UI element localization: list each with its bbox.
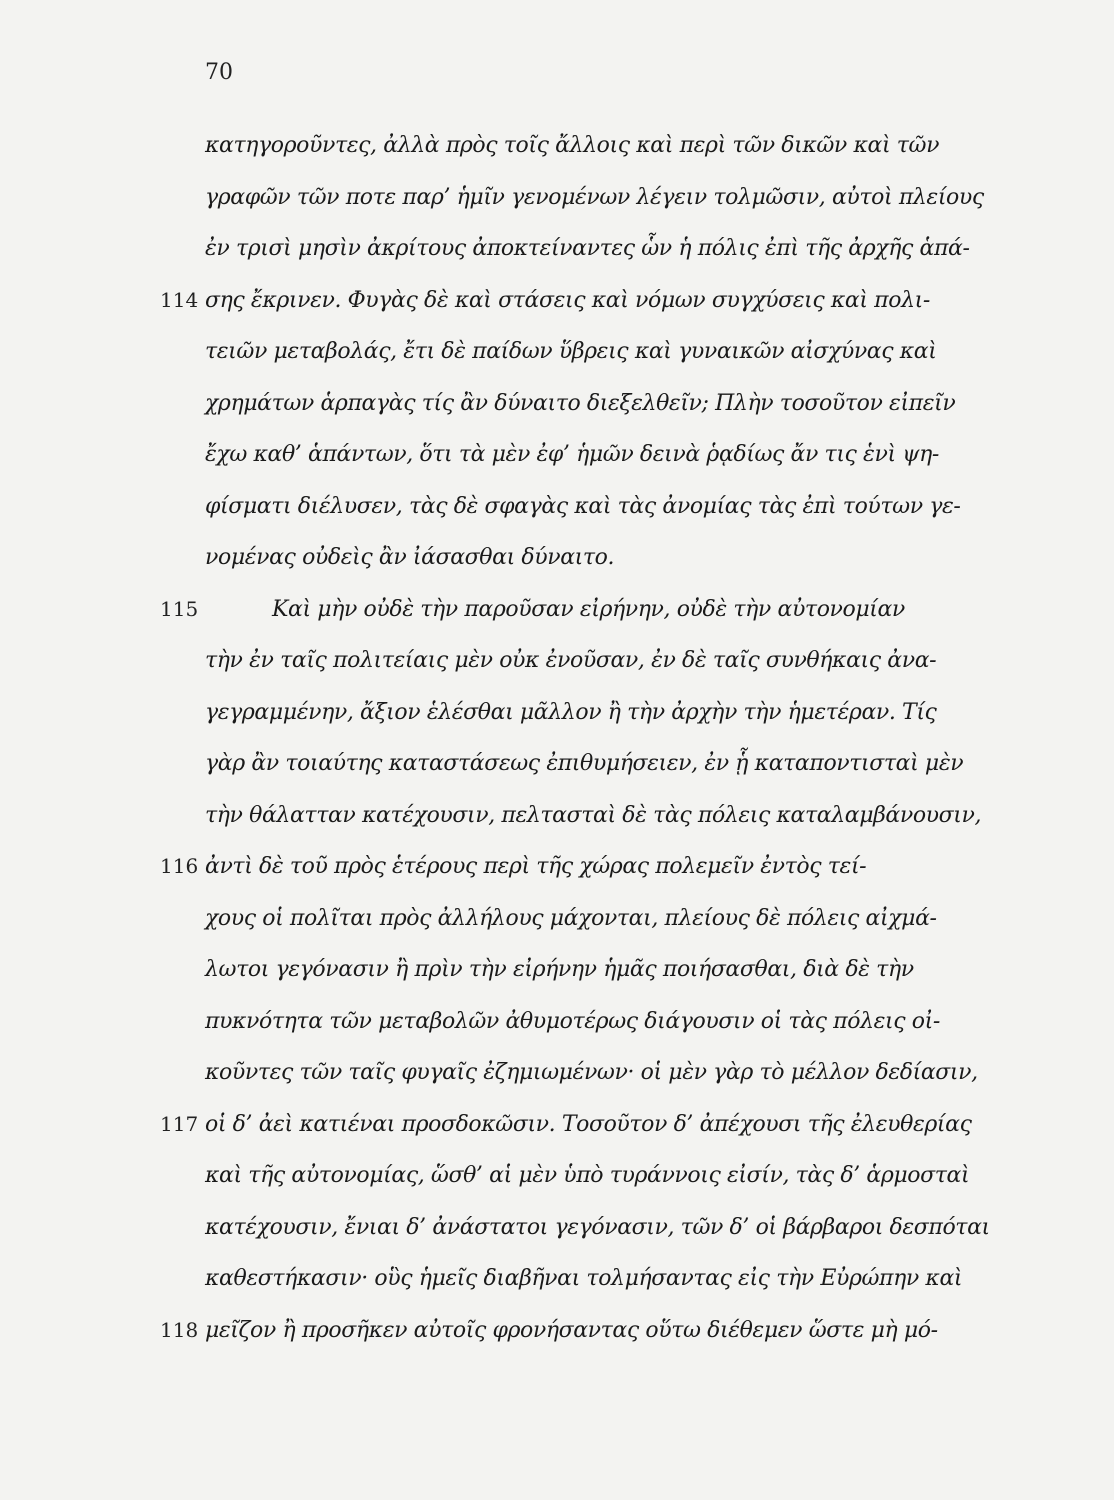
text-line (160, 841, 1030, 893)
line-text: ἔχω καθ’ ἁπάντων, ὅτι τὰ μὲν ἐφ’ ἡμῶν δεινὰ ῥᾳδίως ἄν τις ἑνὶ ψη- (205, 442, 939, 467)
line-text: χους οἱ πολῖται πρὸς ἀλλήλους μάχονται, πλείους δὲ πόλεις αἰχμά- (205, 905, 937, 931)
line-text: γεγραμμένην, ἄξιον ἑλέσθαι μᾶλλον ἢ τὴν ἀρχὴν τὴν ἡμετέραν. Τίς (205, 699, 937, 725)
text-line (160, 378, 1030, 430)
section-number: 118 (160, 1317, 199, 1342)
line-text: μεῖζον ἢ προσῆκεν αὐτοῖς φρονήσαντας οὕτω διέθεμεν ὥστε μὴ μό- (205, 1317, 938, 1343)
line-text: νομένας οὐδεὶς ἂν ἰάσασθαι δύναιτο. (205, 545, 615, 570)
line-text: τὴν θάλατταν κατέχουσιν, πελτασταὶ δὲ τὰς πόλεις καταλαμβάνουσιν, (205, 802, 982, 828)
line-text: γὰρ ἂν τοιαύτης καταστάσεως ἐπιθυμήσειεν, ἐν ᾗ καταποντισταὶ μὲν (205, 751, 964, 776)
line-text: γραφῶν τῶν ποτε παρ’ ἡμῖν γενομένων λέγειν τολμῶσιν, αὐτοὶ πλείους (205, 184, 984, 210)
line-text: χρημάτων ἁρπαγὰς τίς ἂν δύναιτο διεξελθεῖν; Πλὴν τοσοῦτον εἰπεῖν (205, 390, 956, 416)
text-line (160, 326, 1030, 378)
line-text: λωτοι γεγόνασιν ἢ πρὶν τὴν εἰρήνην ἡμᾶς ποιήσασθαι, διὰ δὲ τὴν (205, 957, 914, 982)
text-line (160, 223, 1030, 275)
text-line (160, 275, 1030, 327)
text-line (160, 687, 1030, 739)
text-line (160, 1202, 1030, 1254)
line-text: καὶ τῆς αὐτονομίας, ὥσθ’ αἱ μὲν ὑπὸ τυράννοις εἰσίν, τὰς δ’ ἁρμοσταὶ (205, 1163, 970, 1188)
text-line (160, 738, 1030, 790)
section-number: 115 (160, 596, 199, 621)
section-number: 117 (160, 1111, 199, 1136)
text-line (160, 635, 1030, 687)
text-line (160, 172, 1030, 224)
page-number: 70 (205, 60, 233, 85)
line-text: Καὶ μὴν οὐδὲ τὴν παροῦσαν εἰρήνην, οὐδὲ τὴν αὐτονομίαν (272, 596, 905, 622)
line-text: ἀντὶ δὲ τοῦ πρὸς ἑτέρους περὶ τῆς χώρας πολεμεῖν ἐντὸς τεί- (205, 854, 867, 879)
text-line (160, 1099, 1030, 1151)
section-number: 116 (160, 854, 199, 878)
line-text: κατηγοροῦντες, ἀλλὰ πρὸς τοῖς ἄλλοις καὶ περὶ τῶν δικῶν καὶ τῶν (205, 133, 940, 158)
text-line (160, 996, 1030, 1048)
line-text: πυκνότητα τῶν μεταβολῶν ἀθυμοτέρως διάγουσιν οἱ τὰς πόλεις οἰ- (205, 1008, 940, 1034)
text-line (160, 1047, 1030, 1099)
text-line (160, 584, 1030, 636)
text-line (160, 1305, 1030, 1357)
text-line (160, 481, 1030, 533)
text-line (160, 1150, 1030, 1202)
text-line (160, 893, 1030, 945)
section-number: 114 (160, 287, 199, 312)
text-line (160, 790, 1030, 842)
body-text (160, 120, 1030, 1356)
text-line (160, 532, 1030, 584)
line-text: οἱ δ’ ἀεὶ κατιέναι προσδοκῶσιν. Τοσοῦτον δ’ ἀπέχουσι τῆς ἐλευθερίας (205, 1111, 972, 1137)
line-text: τὴν ἐν ταῖς πολιτείαις μὲν οὐκ ἐνοῦσαν, ἐν δὲ ταῖς συνθήκαις ἀνα- (205, 648, 937, 673)
line-text: ἐν τρισὶ μησὶν ἀκρίτους ἀποκτείναντες ὧν ἡ πόλις ἐπὶ τῆς ἀρχῆς ἁπά- (205, 236, 970, 261)
text-line (160, 120, 1030, 172)
line-text: φίσματι διέλυσεν, τὰς δὲ σφαγὰς καὶ τὰς ἀνομίας τὰς ἐπὶ τούτων γε- (205, 493, 961, 519)
line-text: καθεστήκασιν· οὓς ἡμεῖς διαβῆναι τολμήσαντας εἰς τὴν Εὐρώπην καὶ (205, 1266, 963, 1291)
text-line (160, 944, 1030, 996)
text-line (160, 1253, 1030, 1305)
line-text: σης ἔκρινεν. Φυγὰς δὲ καὶ στάσεις καὶ νόμων συγχύσεις καὶ πολι- (205, 287, 930, 313)
line-text: τειῶν μεταβολάς, ἔτι δὲ παίδων ὕβρεις καὶ γυναικῶν αἰσχύνας καὶ (205, 339, 937, 364)
line-text: κοῦντες τῶν ταῖς φυγαῖς ἐζημιωμένων· οἱ μὲν γὰρ τὸ μέλλον δεδίασιν, (205, 1060, 978, 1085)
text-line (160, 429, 1030, 481)
line-text: κατέχουσιν, ἔνιαι δ’ ἀνάστατοι γεγόνασιν, τῶν δ’ οἱ βάρβαροι δεσπόται (205, 1214, 990, 1240)
